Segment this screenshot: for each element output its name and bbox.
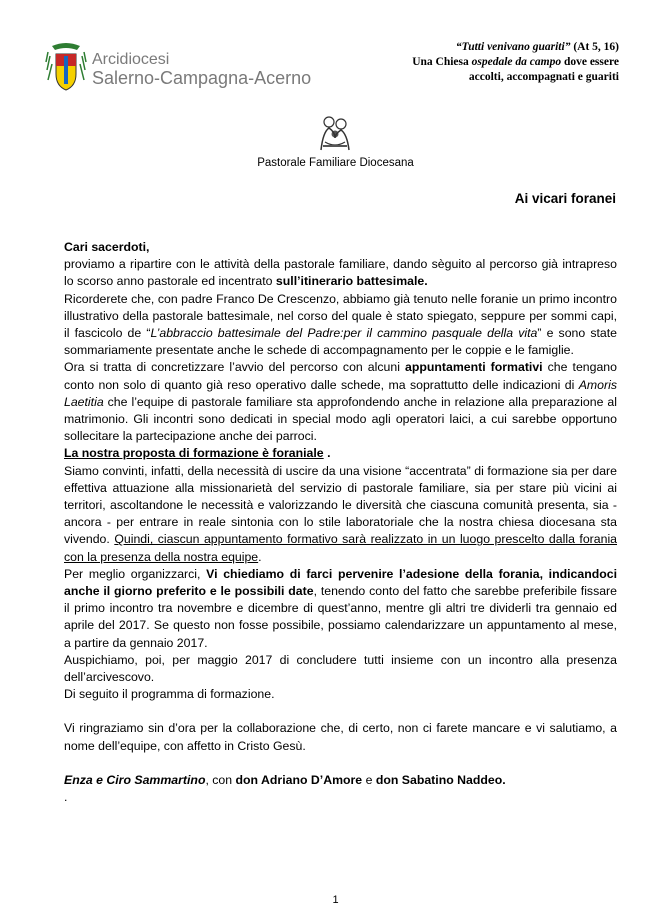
paragraph-5 [64,463,617,566]
paragraph-2 [64,291,617,360]
signature [64,772,617,789]
sig-d: e [362,772,376,787]
motto-quote: “Tutti venivano guariti” [455,41,571,53]
recipient: Ai vicari foranei [514,191,616,206]
sig-a: Enza e Ciro Sammartino [64,772,206,787]
page-number: 1 [332,894,339,906]
motto-line-2-b: ospedale da campo [471,56,562,68]
p6-b: Vi chiediamo di farci pervenire l’adesione della forania, indicandoci anche il giorno preferito e le possibili date [64,566,618,599]
paragraph-7: Auspichiamo, poi, per maggio 2017 di concludere tutti insieme con un incontro alla presenza dell’arcivescovo. [64,652,617,685]
paragraph-3 [64,359,617,445]
motto-line-3: accolti, accompagnati e guariti [468,71,619,83]
diocese-line-2: Salerno-Campagna-Acerno [92,68,312,88]
motto-line-2 [379,55,619,70]
office-name: Pastorale Familiare Diocesana [257,157,414,169]
p5-a: Siamo convinti, infatti, della necessità di uscire da una visione “accentrata” di formazione sia per dare effettiva attuazione alla missionarietà del servizio di pastorale familiare, sia per stare più vicini ai territori, ascoltandone le necessità e valorizzando le diversità che ciascuna comunità presenta, sia - ancora - per entrare in reale sintonia con lo stile laboratoriale che la nostra chiesa diocesana sta vivendo. [64,463,617,547]
p3-c: che tengano conto non solo di quanto già reso operativo dalle schede, ma soprattutto delle indicazioni di [64,360,617,392]
p1-a: proviamo a ripartire con le attività della pastorale familiare, dando sèguito al percorso già intrapreso lo scorso anno pastorale ed incentrato [64,257,617,289]
p3-a: Ora si tratta di concretizzare l’avvio del percorso con alcuni [64,360,405,375]
paragraph-1 [64,256,617,290]
sig-f: . [502,772,506,787]
p1-b: sull’itinerario battesimale. [275,274,428,289]
p2-b: L’abbraccio battesimale del Padre:per il cammino pasquale della vita [150,326,538,341]
diocese-name [92,50,311,88]
holy-family-emblem-icon [315,112,355,152]
motto [379,40,619,85]
diocese-coat-of-arms-icon [44,40,88,96]
motto-ref: (At 5, 16) [570,41,619,53]
letter-body [64,239,617,806]
p2-a: Ricorderete che, con padre Franco De Crescenzo, abbiamo già tenuto nelle foranie un primo incontro illustrativo della pastorale battesimale, nel corso del quale è stato spiegato, seppure per sommi capi, il fascicolo de “ [64,291,617,341]
paragraph-6 [64,566,617,652]
paragraph-8: Di seguito il programma di formazione. [64,687,275,702]
spacer [64,755,617,772]
p3-e: che l’equipe di pastorale familiare sta approfondendo anche in relazione alla preparazione al matrimonio. Gli incontri sono dedicati in special modo agli operatori laici, a cui sarebbe opportuno sollecitare la partecipazione anche dei parroci. [64,394,617,444]
paragraph-4 [64,445,617,462]
p3-b: appuntamenti formativi [405,360,543,375]
p4-text: La nostra proposta di formazione è foraniale [64,446,324,461]
sig-b: , con [205,772,236,787]
paragraph-9: Vi ringraziamo sin d’ora per la collaborazione che, di certo, non ci farete mancare e vi salutiamo, a nome dell’equipe, con affetto in Cristo Gesù. [64,721,617,753]
spacer [64,703,617,720]
sig-c: don Adriano D’Amore [235,772,363,787]
salutation-text: Cari sacerdoti, [64,240,150,254]
p5-b: Quindi, ciascun appuntamento formativo sarà realizzato in un luogo prescelto dalla forania con la presenza della nostra equipe [64,532,618,564]
motto-line-2-c: dove essere [561,56,619,68]
sig-e: don Sabatino Naddeo [375,772,503,787]
trailing-dot: . [64,790,68,805]
p6-a: Per meglio organizzarci, [64,566,207,581]
letterhead [0,0,671,110]
p2-c: ” e sono state sommariamente presentate anche le schede di accompagnamento per le coppie e le famiglie. [64,326,617,358]
p5-c: . [258,549,262,564]
diocese-line-1: Arcidiocesi [92,51,170,68]
motto-line-1 [379,40,619,55]
salutation [64,239,617,256]
p3-d: Amoris Laetitia [64,377,617,409]
p4-end: . [323,446,331,461]
motto-line-2-a: Una Chiesa [412,56,472,68]
p6-c: , tenendo conto del fatto che sarebbe preferibile fissare il primo incontro tra novembre e dicembre di quest’anno, mentre gli altri tre dividerli tra gennaio ed aprile del 2017. Se questo non fosse possibile, possiamo calendarizzare un appuntamento al mese, a partire da gennaio 2017. [64,584,617,650]
